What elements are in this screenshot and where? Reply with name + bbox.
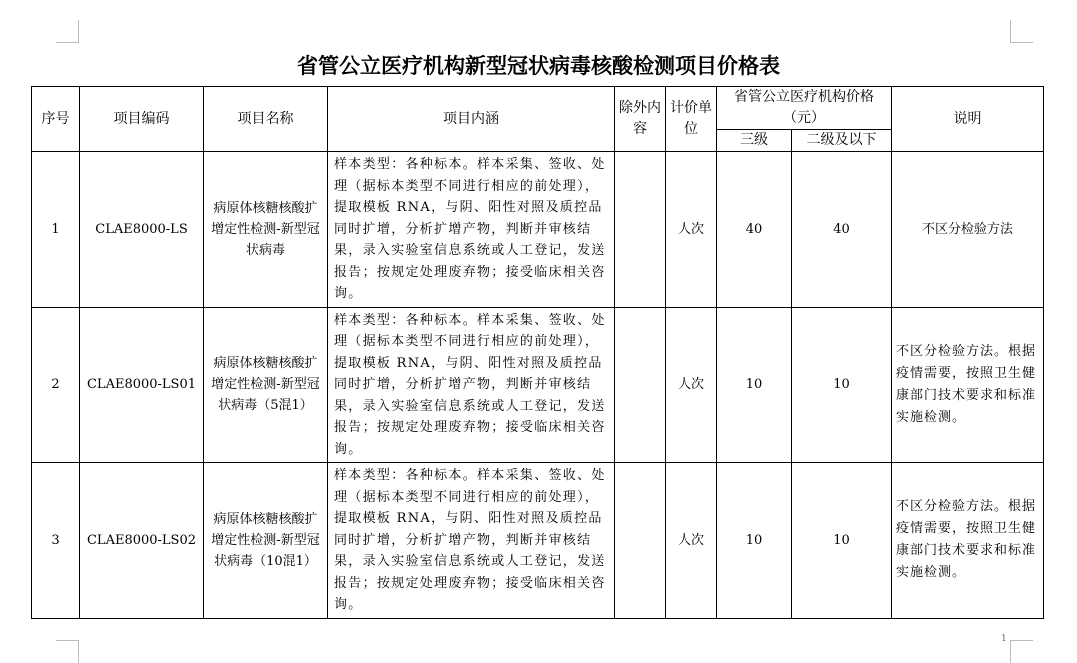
crop-mark [56, 20, 79, 43]
cell-code: CLAE8000-LS [80, 152, 204, 308]
cell-unit: 人次 [666, 152, 717, 308]
table-row [32, 152, 1044, 308]
cell-seq: 2 [32, 307, 80, 463]
cell-code: CLAE8000-LS02 [80, 463, 204, 619]
table-row [32, 307, 1044, 463]
cell-content: 样本类型：各种标本。样本采集、签收、处理（据标本类型不同进行相应的前处理），提取模板 RNA，与阴、阳性对照及质控品同时扩增，分析扩增产物，判断并审核结果，录入实验室信息系统或人工登记，发送报告；按规定处理废弃物；接受临床相关咨询。 [328, 463, 615, 619]
cell-level2: 40 [792, 152, 892, 308]
cell-seq: 3 [32, 463, 80, 619]
cell-code: CLAE8000-LS01 [80, 307, 204, 463]
header-code: 项目编码 [80, 87, 204, 152]
cell-unit: 人次 [666, 463, 717, 619]
header-name: 项目名称 [204, 87, 328, 152]
header-level3: 三级 [717, 130, 792, 152]
table-row [32, 463, 1044, 619]
crop-mark [1010, 20, 1033, 43]
crop-mark [56, 640, 79, 663]
header-level2: 二级及以下 [792, 130, 892, 152]
cell-level3: 40 [717, 152, 792, 308]
cell-name: 病原体核糖核酸扩增定性检测-新型冠状病毒（5混1） [204, 307, 328, 463]
cell-name: 病原体核糖核酸扩增定性检测-新型冠状病毒（10混1） [204, 463, 328, 619]
header-seq: 序号 [32, 87, 80, 152]
header-exclude: 除外内容 [615, 87, 666, 152]
cell-note: 不区分检验方法。根据疫情需要，按照卫生健康部门技术要求和标准实施检测。 [892, 463, 1044, 619]
cell-note: 不区分检验方法 [892, 152, 1044, 308]
header-price: 省管公立医疗机构价格（元） [717, 87, 892, 130]
cell-content: 样本类型：各种标本。样本采集、签收、处理（据标本类型不同进行相应的前处理），提取模板 RNA，与阴、阳性对照及质控品同时扩增，分析扩增产物，判断并审核结果，录入实验室信息系统或人工登记，发送报告；按规定处理废弃物；接受临床相关咨询。 [328, 307, 615, 463]
cell-content: 样本类型：各种标本。样本采集、签收、处理（据标本类型不同进行相应的前处理），提取模板 RNA，与阴、阳性对照及质控品同时扩增，分析扩增产物，判断并审核结果，录入实验室信息系统或人工登记，发送报告；按规定处理废弃物；接受临床相关咨询。 [328, 152, 615, 308]
cell-level2: 10 [792, 463, 892, 619]
cell-level3: 10 [717, 463, 792, 619]
header-note: 说明 [892, 87, 1044, 152]
header-unit: 计价单位 [666, 87, 717, 152]
cell-note: 不区分检验方法。根据疫情需要，按照卫生健康部门技术要求和标准实施检测。 [892, 307, 1044, 463]
cell-exclude [615, 307, 666, 463]
page-title: 省管公立医疗机构新型冠状病毒核酸检测项目价格表 [297, 54, 780, 78]
cell-seq: 1 [32, 152, 80, 308]
page-number: 1 [1001, 634, 1007, 644]
cell-name: 病原体核糖核酸扩增定性检测-新型冠状病毒 [204, 152, 328, 308]
cell-level3: 10 [717, 307, 792, 463]
cell-level2: 10 [792, 307, 892, 463]
price-table [31, 86, 1044, 619]
cell-exclude [615, 463, 666, 619]
header-content: 项目内涵 [328, 87, 615, 152]
cell-unit: 人次 [666, 307, 717, 463]
crop-mark [1010, 640, 1033, 663]
cell-exclude [615, 152, 666, 308]
